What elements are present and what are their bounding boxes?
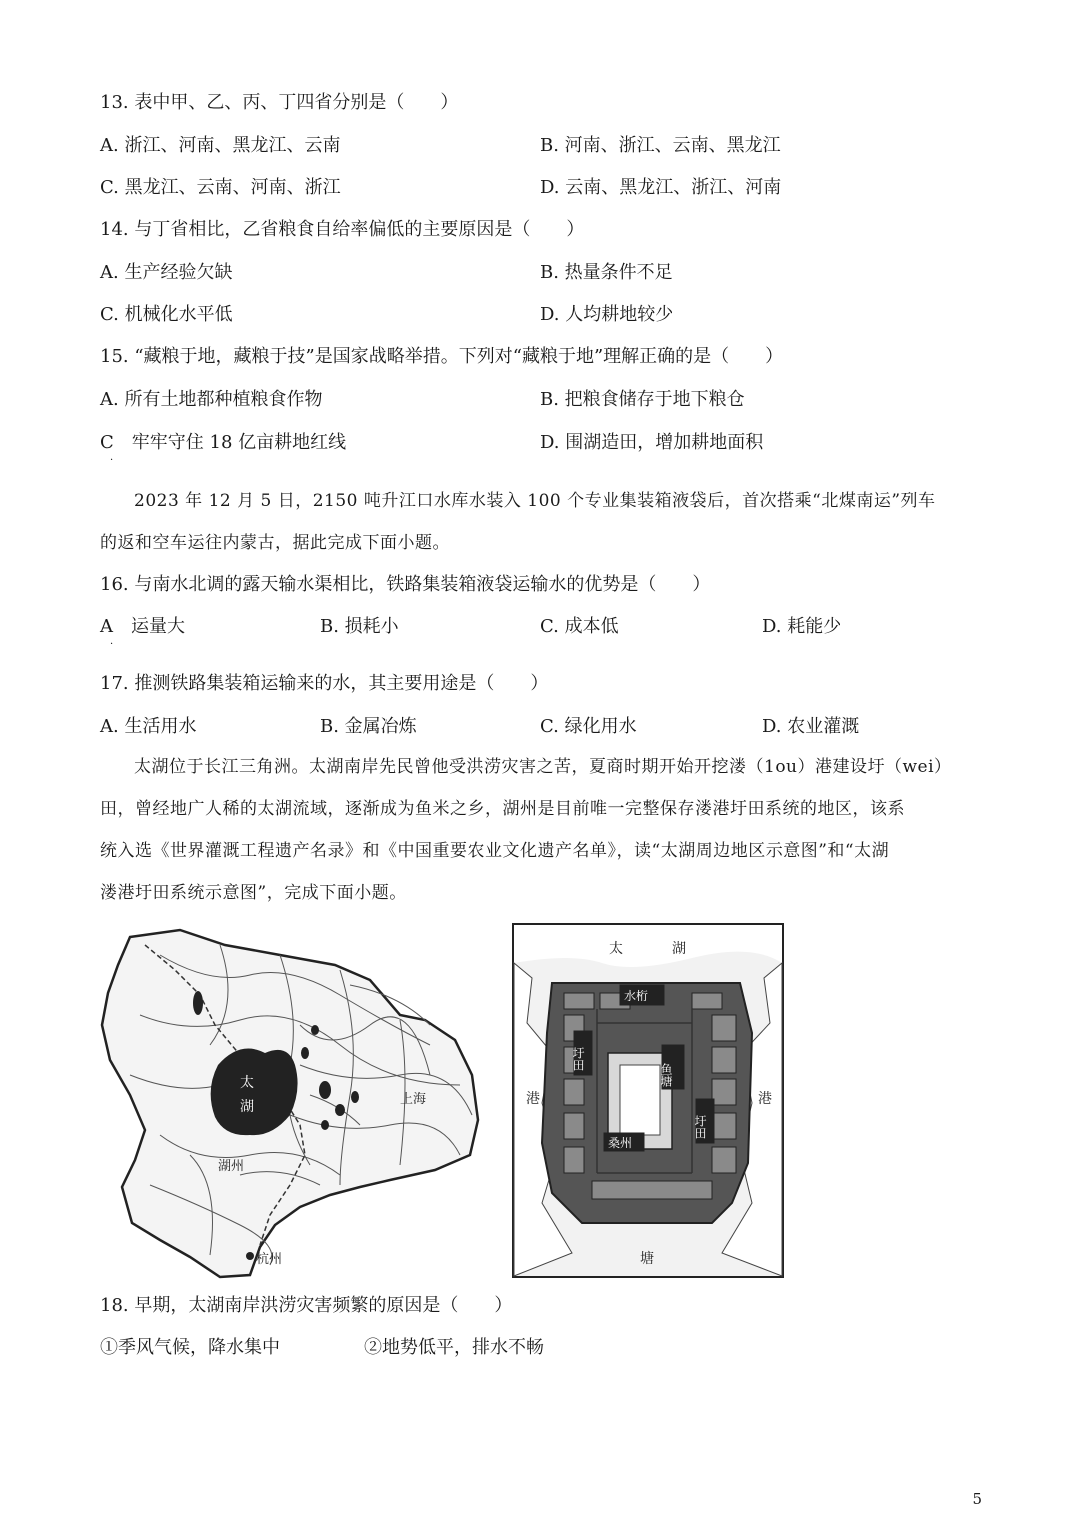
q14-option-d: D. 人均耕地较少 — [540, 304, 674, 325]
left-gang-label: 港 — [526, 1092, 540, 1107]
q17-stem: 17. 推测铁路集装箱运输来的水，其主要用途是（ ） — [100, 673, 549, 694]
passage1-line-1: 2023 年 12 月 5 日，2150 吨升江口水库水装入 100 个专业集装箱液袋后，首次搭乘“北煤南运”列车 — [134, 491, 936, 511]
passage2-line-4: 溇港圩田系统示意图”，完成下面小题。 — [100, 883, 407, 903]
q14-option-a: A. 生产经验欠缺 — [100, 262, 233, 283]
q18-item-2: ②地势低平，排水不畅 — [364, 1337, 544, 1358]
q14-option-b: B. 热量条件不足 — [540, 262, 673, 283]
q15-stem: 15. “藏粮于地，藏粮于技”是国家战略举措。下列对“藏粮于地”理解正确的是（ ） — [100, 346, 784, 367]
weitian-left-label: 圩田 — [571, 1047, 585, 1071]
q17-option-b: B. 金属冶炼 — [320, 716, 417, 737]
page-number: 5 — [972, 1490, 982, 1508]
q16-option-d: D. 耗能少 — [762, 616, 842, 637]
passage-taihu — [100, 746, 980, 914]
passage1-line-2: 的返和空车运往内蒙古，据此完成下面小题。 — [100, 533, 450, 553]
q14-stem: 14. 与丁省相比，乙省粮食自给率偏低的主要原因是（ ） — [100, 219, 585, 240]
city-shanghai-label: 上海 — [400, 1091, 427, 1106]
passage2-line-3: 统入选《世界灌溉工程遗产名录》和《中国重要农业文化遗产名单》，读“太湖周边地区示意图”和“太湖 — [100, 841, 890, 861]
sangzhou-label: 桑州 — [608, 1136, 633, 1150]
q15-option-d: D. 围湖造田，增加耕地面积 — [540, 432, 764, 453]
lougang-weitian-map — [512, 923, 784, 1278]
taihu-region-map — [100, 925, 480, 1285]
lake-label-char-1: 太 — [240, 1076, 254, 1091]
shuifu-label: 水桁 — [624, 989, 649, 1003]
q18-stem: 18. 早期，太湖南岸洪涝灾害频繁的原因是（ ） — [100, 1295, 513, 1316]
q13-option-b: B. 河南、浙江、云南、黑龙江 — [540, 135, 781, 156]
q16-option-c: C. 成本低 — [540, 616, 619, 637]
passage2-line-2: 田，曾经地广人稀的太湖流域，逐渐成为鱼米之乡，湖州是目前唯一完整保存溇港圩田系统的地区，该系 — [100, 799, 905, 819]
q14-option-c: C. 机械化水平低 — [100, 304, 233, 325]
q15-option-a: A. 所有土地都种植粮食作物 — [100, 389, 323, 410]
map2-top-char-2: 湖 — [672, 942, 686, 957]
q15-option-b: B. 把粮食储存于地下粮仓 — [540, 389, 745, 410]
q17-option-d: D. 农业灌溉 — [762, 716, 860, 737]
hangzhou-city-dot — [246, 1252, 254, 1260]
lake-label-char-2: 湖 — [240, 1100, 254, 1115]
passage2-line-1: 太湖位于长江三角洲。太湖南岸先民曾他受洪涝灾害之苦，夏商时期开始开挖溇（1ou）港建设圩（wei） — [134, 757, 952, 777]
q15-option-c: C 牢牢守住 18 亿亩耕地红线 — [100, 432, 347, 453]
q16-option-a: A 运量大 — [100, 616, 185, 637]
q13-option-d: D. 云南、黑龙江、浙江、河南 — [540, 177, 782, 198]
q16-stem: 16. 与南水北调的露天输水渠相比，铁路集装箱液袋运输水的优势是（ ） — [100, 574, 711, 595]
city-huzhou-label: 湖州 — [218, 1158, 245, 1173]
bottom-tang-label: 塘 — [640, 1252, 654, 1267]
right-gang-label: 港 — [758, 1092, 772, 1107]
scan-dot: · — [110, 455, 114, 466]
q17-option-a: A. 生活用水 — [100, 716, 197, 737]
inner-pond — [620, 1065, 660, 1135]
yutang-label: 鱼塘 — [659, 1063, 673, 1087]
q18-item-1: ①季风气候，降水集中 — [100, 1337, 280, 1358]
q13-option-c: C. 黑龙江、云南、河南、浙江 — [100, 177, 341, 198]
q13-option-a: A. 浙江、河南、黑龙江、云南 — [100, 135, 341, 156]
q13-stem: 13. 表中甲、乙、丙、丁四省分别是（ ） — [100, 92, 459, 113]
passage-railway-water — [100, 480, 980, 564]
map2-top-char-1: 太 — [609, 942, 623, 957]
city-hangzhou-label: 杭州 — [256, 1251, 283, 1266]
q17-option-c: C. 绿化用水 — [540, 716, 637, 737]
weitian-right-label: 圩田 — [693, 1115, 707, 1139]
scan-dot: · — [110, 639, 114, 650]
q16-option-b: B. 损耗小 — [320, 616, 399, 637]
